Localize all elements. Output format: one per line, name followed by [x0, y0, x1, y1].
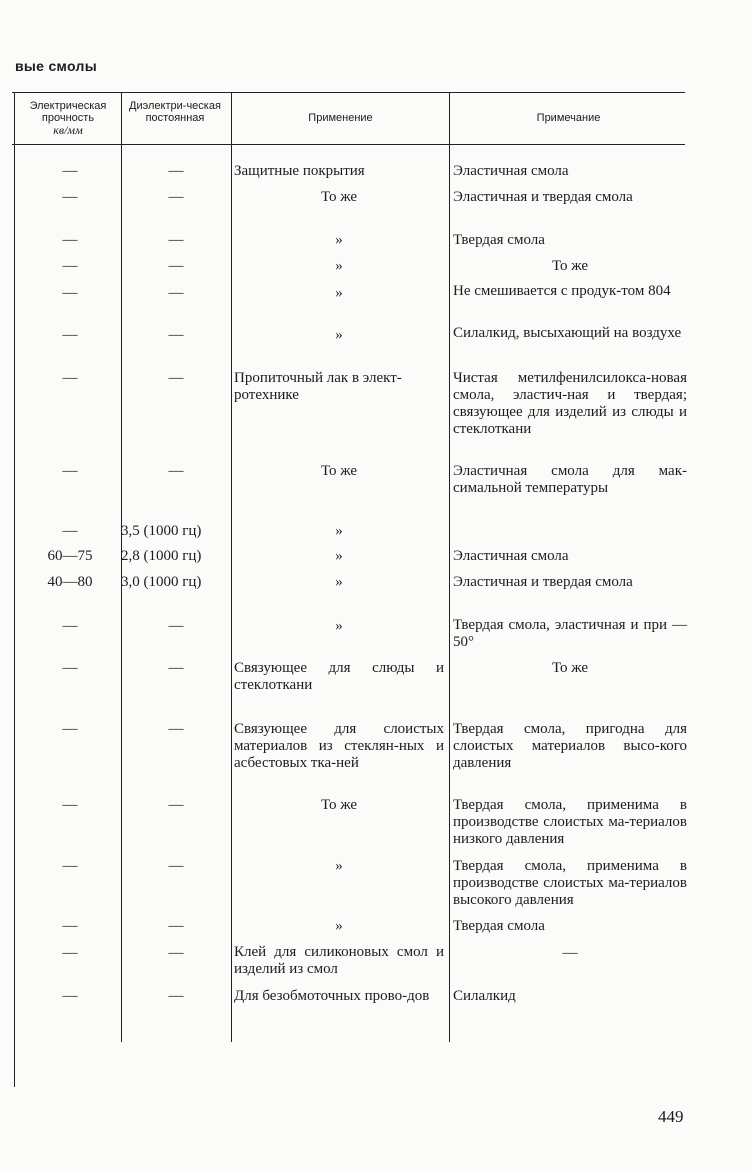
cell-note: То же — [551, 258, 589, 274]
cell-application: То же — [320, 189, 358, 205]
cell-strength: — — [62, 945, 78, 961]
cell-note: Твердая смола — [453, 232, 545, 248]
cell-strength: — — [62, 163, 78, 179]
table-header-rule — [12, 144, 685, 145]
cell-application: То же — [320, 797, 358, 813]
cell-dielectric: — — [168, 858, 184, 874]
cell-application: Защитные покрытия — [234, 163, 365, 179]
cell-strength: — — [62, 918, 78, 934]
cell-strength: 40—80 — [47, 574, 93, 590]
cell-note: Твердая смола, применима в производстве слоистых ма-териалов высокого давления — [453, 858, 687, 908]
cell-application: » — [335, 918, 343, 934]
cell-dielectric: — — [168, 463, 184, 479]
column-header-note: Примечание — [536, 112, 601, 124]
cell-strength: 60—75 — [47, 548, 93, 564]
cell-application: » — [335, 285, 343, 301]
cell-application: Связующее для слоистых материалов из стеклян-ных и асбестовых тка-ней — [234, 721, 444, 771]
cell-strength: — — [62, 258, 78, 274]
cell-dielectric: — — [168, 327, 184, 343]
column-header-strength — [16, 100, 120, 136]
cell-note: То же — [551, 660, 589, 676]
cell-strength: — — [62, 189, 78, 205]
cell-application: » — [335, 258, 343, 274]
cell-note: Твердая смола, применима в производстве слоистых ма-териалов низкого давления — [453, 797, 687, 847]
cell-note: Чистая метилфенилсилокса-новая смола, эластич-ная и твердая; связующее для изделий из слюды и стеклоткани — [453, 370, 687, 437]
cell-strength: — — [62, 523, 78, 539]
cell-dielectric: — — [168, 797, 184, 813]
cell-strength: — — [62, 858, 78, 874]
cell-application: То же — [320, 463, 358, 479]
cell-note: Эластичная и твердая смола — [453, 574, 633, 590]
cell-strength: — — [62, 660, 78, 676]
page-number: 449 — [658, 1107, 684, 1126]
cell-dielectric: — — [168, 918, 184, 934]
cell-dielectric: 3,5 (1000 гц) — [121, 523, 202, 539]
cell-strength: — — [62, 463, 78, 479]
cell-note: — — [562, 945, 578, 961]
cell-application: Пропиточный лак в элект-ротехнике — [234, 370, 402, 403]
cell-strength: — — [62, 232, 78, 248]
cell-strength: — — [62, 327, 78, 343]
column-header-dielectric: Диэлектри-ческая постоянная — [129, 100, 221, 124]
cell-application: Клей для силиконовых смол и изделий из смол — [234, 944, 444, 977]
column-header-strength-label: Электрическая прочность — [29, 100, 107, 124]
page-header: вые смолы — [15, 58, 97, 74]
cell-application: Для безобмоточных прово-дов — [234, 988, 430, 1004]
cell-note: Не смешивается с продук-том 804 — [453, 283, 671, 299]
cell-application: » — [335, 548, 343, 564]
cell-application: Связующее для слюды и стеклоткани — [234, 660, 444, 693]
cell-note: Твердая смола, пригодна для слоистых материалов высо-кого давления — [453, 721, 687, 771]
cell-note: Силалкид — [453, 988, 516, 1004]
cell-strength: — — [62, 797, 78, 813]
cell-dielectric: — — [168, 945, 184, 961]
cell-strength: — — [62, 370, 78, 386]
table-left-border — [14, 92, 15, 1087]
cell-dielectric: — — [168, 370, 184, 386]
cell-dielectric: — — [168, 660, 184, 676]
cell-dielectric: — — [168, 721, 184, 737]
cell-note: Силалкид, высыхающий на воздухе — [453, 325, 682, 341]
cell-dielectric: — — [168, 258, 184, 274]
cell-application: » — [335, 523, 343, 539]
cell-application: » — [335, 858, 343, 874]
cell-strength: — — [62, 618, 78, 634]
cell-strength: — — [62, 988, 78, 1004]
cell-dielectric: — — [168, 189, 184, 205]
column-divider-3 — [449, 92, 450, 1042]
table-top-rule — [12, 92, 685, 93]
cell-application: » — [335, 618, 343, 634]
column-header-application: Применение — [308, 112, 373, 124]
cell-dielectric: — — [168, 285, 184, 301]
cell-dielectric: — — [168, 232, 184, 248]
cell-strength: — — [62, 285, 78, 301]
cell-note: Эластичная смола — [453, 548, 569, 564]
cell-note: Твердая смола, эластичная и при —50° — [453, 617, 687, 650]
cell-strength: — — [62, 721, 78, 737]
cell-dielectric: — — [168, 618, 184, 634]
cell-note: Эластичная смола — [453, 163, 569, 179]
cell-dielectric: — — [168, 163, 184, 179]
cell-note: Эластичная смола для мак-симальной температуры — [453, 463, 687, 496]
cell-application: » — [335, 574, 343, 590]
cell-application: » — [335, 232, 343, 248]
cell-application: » — [335, 327, 343, 343]
cell-dielectric: 2,8 (1000 гц) — [121, 548, 202, 564]
column-header-strength-unit: кв/мм — [53, 123, 83, 137]
cell-note: Твердая смола — [453, 918, 545, 934]
cell-dielectric: — — [168, 988, 184, 1004]
column-divider-2 — [231, 92, 232, 1042]
cell-note: Эластичная и твердая смола — [453, 189, 633, 205]
cell-dielectric: 3,0 (1000 гц) — [121, 574, 202, 590]
